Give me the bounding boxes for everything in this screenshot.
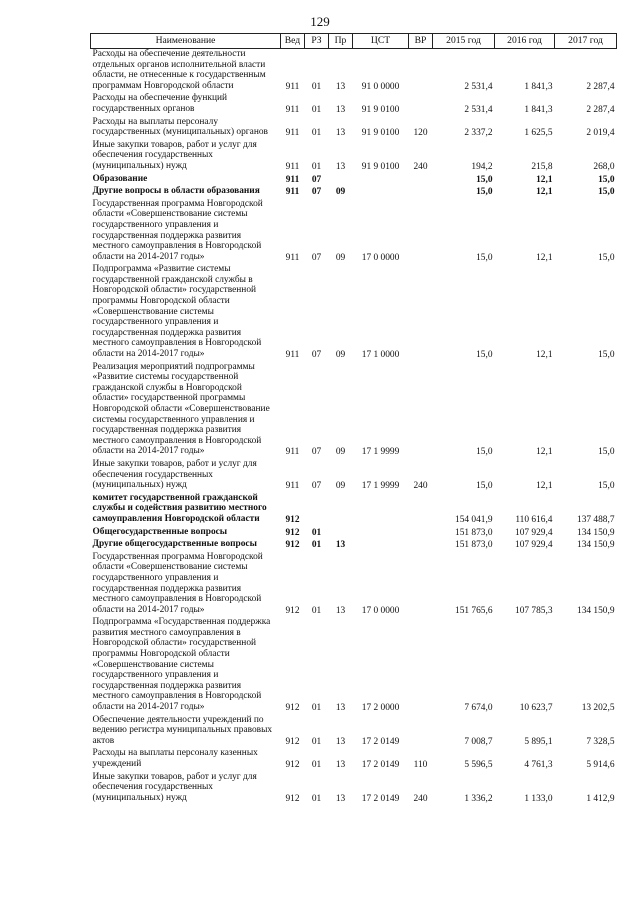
cell-vr: [409, 617, 433, 714]
cell-y2015: 15,0: [476, 350, 493, 361]
cell-y2015: 151 873,0: [455, 527, 493, 538]
cell-name: Обеспечение деятельности учреждений по ведению регистра муниципальных правовых актов: [92, 714, 273, 746]
cell-name: Расходы на обеспечение функций государственных органов: [92, 93, 227, 114]
cell-name: Иные закупки товаров, работ и услуг для обеспечения государственных (муниципальных) нужд: [92, 139, 257, 171]
cell-name: Расходы на выплаты персоналу казенных учреждений: [92, 748, 258, 769]
cell-cst: [353, 186, 409, 199]
cell-y2017: 268,0: [593, 161, 615, 172]
cell-vr: [409, 539, 433, 552]
cell-rz: 01: [311, 128, 322, 139]
cell-name: комитет государственной гражданской службы и содействия развитию местного самоуправления Новгородской области: [92, 492, 267, 524]
cell-rz: 01: [311, 81, 322, 92]
cell-y2017: 7 328,5: [586, 736, 615, 747]
cell-pr: 13: [335, 81, 346, 92]
cell-y2016: 12,1: [536, 447, 553, 458]
cell-y2017: 15,0: [598, 447, 615, 458]
cell-y2017: 2 287,4: [586, 104, 615, 115]
cell-vr: [409, 264, 433, 361]
cell-ved: 911: [285, 350, 300, 361]
cell-y2015: 15,0: [476, 252, 493, 263]
cell-y2017: 15,0: [598, 252, 615, 263]
cell-name: Иные закупки товаров, работ и услуг для обеспечения государственных (муниципальных) нужд: [92, 771, 257, 803]
cell-vr: 240: [413, 793, 428, 804]
cell-rz: 07: [311, 350, 322, 361]
cell-y2017: 15,0: [598, 187, 615, 198]
table-row: [91, 140, 617, 174]
cell-pr: [329, 174, 353, 187]
cell-name: Образование: [92, 173, 148, 184]
cell-y2016: 4 761,3: [524, 760, 553, 770]
cell-y2016: 12,1: [536, 174, 553, 185]
cell-pr: [329, 493, 353, 527]
cell-name: Общегосударственные вопросы: [92, 526, 228, 537]
cell-ved: 911: [285, 81, 300, 92]
table-row: [91, 459, 617, 493]
cell-y2015: 2 337,2: [464, 128, 493, 139]
cell-vr: [409, 199, 433, 265]
cell-cst: [353, 174, 409, 187]
table-row: [91, 174, 617, 187]
cell-cst: [353, 539, 409, 552]
cell-cst: 17 0 0000: [361, 252, 400, 263]
cell-rz: 01: [311, 161, 322, 172]
cell-rz: 01: [311, 104, 322, 115]
cell-ved: 912: [285, 527, 300, 538]
table-body: [91, 49, 617, 806]
cell-vr: 120: [413, 128, 428, 139]
table-row: [91, 186, 617, 199]
cell-cst: 91 0 0000: [361, 81, 400, 92]
table-row: [91, 772, 617, 806]
header-vr: ВР: [409, 34, 433, 49]
cell-y2017: 13 202,5: [581, 703, 615, 714]
cell-vr: [409, 93, 433, 116]
cell-y2017: 137 488,7: [577, 514, 615, 525]
cell-pr: 13: [335, 760, 346, 770]
cell-pr: 09: [335, 252, 346, 263]
cell-y2017: 134 150,9: [577, 527, 615, 538]
cell-vr: [409, 362, 433, 459]
cell-pr: 09: [335, 187, 346, 198]
table-row: [91, 93, 617, 116]
cell-y2016: 1 841,3: [524, 104, 553, 115]
cell-rz: 01: [311, 540, 322, 551]
cell-name: Другие вопросы в области образования: [92, 186, 260, 197]
cell-y2015: 7 674,0: [464, 703, 493, 714]
table-row: [91, 264, 617, 361]
page-number: 129: [310, 14, 330, 29]
cell-y2015: 2 531,4: [464, 104, 493, 115]
cell-cst: 17 2 0149: [361, 793, 400, 804]
cell-pr: 13: [335, 104, 346, 115]
cell-cst: 17 2 0149: [361, 736, 400, 747]
cell-rz: 01: [311, 760, 322, 770]
cell-y2016: 12,1: [536, 187, 553, 198]
cell-rz: 01: [311, 527, 322, 538]
cell-ved: 911: [285, 187, 300, 198]
cell-rz: 01: [311, 605, 322, 616]
cell-name: Государственная программа Новгородской области «Совершенствование системы государственного управления и государственная поддержка развития местного самоуправления в Новгородской области на 2014-2017 годы»: [92, 551, 263, 615]
cell-ved: 911: [285, 161, 300, 172]
header-2016: 2016 год: [495, 34, 555, 49]
cell-name: Государственная программа Новгородской области «Совершенствование системы государственного управления и государственная поддержка развития местного самоуправления в Новгородской области на 2014-2017 годы»: [92, 198, 263, 262]
cell-y2015: 15,0: [476, 447, 493, 458]
cell-y2017: 5 914,6: [586, 760, 615, 770]
cell-vr: [409, 552, 433, 618]
cell-rz: 01: [311, 793, 322, 804]
table-header: [91, 34, 617, 49]
cell-ved: 911: [285, 104, 300, 115]
cell-cst: 17 2 0149: [361, 760, 400, 770]
cell-cst: 91 9 0100: [361, 128, 400, 139]
cell-pr: 13: [335, 540, 346, 551]
cell-y2016: 5 895,1: [524, 736, 553, 747]
cell-pr: 09: [335, 350, 346, 361]
cell-cst: 91 9 0100: [361, 104, 400, 115]
cell-y2015: 15,0: [476, 174, 493, 185]
budget-table: [90, 33, 617, 805]
cell-pr: 13: [335, 736, 346, 747]
cell-pr: 09: [335, 447, 346, 458]
cell-pr: 13: [335, 128, 346, 139]
table-row: [91, 362, 617, 459]
cell-y2015: 5 596,5: [464, 760, 493, 770]
cell-ved: 911: [285, 481, 300, 492]
cell-rz: 07: [311, 447, 322, 458]
cell-name: Реализация мероприятий подпрограммы «Развитие системы государственной гражданской службы в Новгородской области» государственной программы Новгородской области «Совершенствование системы государственного управления и государственная поддержка развития местного самоуправления в Новгородской области на 2014-2017 годы»: [92, 361, 270, 457]
cell-y2017: 134 150,9: [577, 605, 615, 616]
cell-y2015: 151 873,0: [455, 540, 493, 551]
cell-y2016: 12,1: [536, 252, 553, 263]
cell-rz: 07: [311, 481, 322, 492]
cell-rz: [305, 493, 329, 527]
cell-y2016: 110 616,4: [515, 514, 553, 525]
cell-pr: [329, 527, 353, 540]
cell-vr: [409, 493, 433, 527]
cell-ved: 912: [285, 605, 300, 616]
cell-name: Иные закупки товаров, работ и услуг для обеспечения государственных (муниципальных) нужд: [92, 458, 257, 491]
cell-y2016: 12,1: [536, 481, 553, 492]
table-row: [91, 117, 617, 140]
table-row: [91, 199, 617, 265]
cell-cst: [353, 527, 409, 540]
cell-y2015: 15,0: [476, 187, 493, 198]
table-row: [91, 527, 617, 540]
table-row: [91, 493, 617, 527]
cell-cst: 17 1 0000: [361, 350, 400, 361]
cell-ved: 912: [285, 793, 300, 804]
cell-rz: 07: [311, 187, 322, 198]
cell-name: Другие общегосударственные вопросы: [92, 539, 257, 550]
cell-y2016: 1 133,0: [524, 793, 553, 804]
cell-y2015: 194,2: [471, 161, 493, 172]
cell-cst: 17 1 9999: [361, 481, 400, 492]
cell-ved: 911: [285, 447, 300, 458]
cell-y2015: 151 765,6: [455, 605, 493, 616]
header-pr: Пр: [329, 34, 353, 49]
cell-y2017: 2 287,4: [586, 81, 615, 92]
cell-y2016: 1 841,3: [524, 81, 553, 92]
cell-y2015: 1 336,2: [464, 793, 493, 804]
cell-y2017: 2 019,4: [586, 128, 615, 139]
header-rz: РЗ: [305, 34, 329, 49]
cell-rz: 07: [311, 252, 322, 263]
cell-name: Подпрограмма «Развитие системы государственной гражданской службы в Новгородской области» государственной программы Новгородской области «Совершенствование системы государственного управления и государственная поддержка развития местного самоуправления в Новгородской области на 2014-2017 годы»: [92, 264, 262, 360]
cell-y2016: 1 625,5: [524, 128, 553, 139]
cell-rz: 01: [311, 703, 322, 714]
cell-name: Подпрограмма «Государственная поддержка развития местного самоуправления в Новгородской области» государственной программы Новгородской области «Совершенствование системы государственного управления и государственная поддержка развития местного самоуправления в Новгородской области на 2014-2017 годы»: [92, 617, 271, 713]
header-ved: Вед: [281, 34, 305, 49]
table-row: [91, 748, 617, 771]
cell-y2017: 134 150,9: [577, 540, 615, 551]
table-row: [91, 715, 617, 749]
cell-y2015: 154 041,9: [455, 514, 493, 525]
cell-name: Расходы на обеспечение деятельности отдельных органов исполнительной власти области, не отнесенные к государственным программам Новгородской области: [92, 49, 266, 91]
header-name: Наименование: [91, 34, 281, 49]
cell-ved: 912: [285, 760, 300, 770]
cell-pr: 13: [335, 605, 346, 616]
cell-cst: 91 9 0100: [361, 161, 400, 172]
cell-cst: 17 0 0000: [361, 605, 400, 616]
cell-ved: 912: [285, 514, 300, 525]
table-row: [91, 539, 617, 552]
cell-y2016: 215,8: [531, 161, 553, 172]
cell-ved: 911: [285, 128, 300, 139]
cell-y2016: 107 929,4: [515, 527, 553, 538]
table-row: [91, 552, 617, 618]
cell-y2016: 107 785,3: [515, 605, 553, 616]
cell-y2017: 1 412,9: [586, 793, 615, 804]
cell-vr: 240: [413, 161, 428, 172]
cell-pr: 13: [335, 703, 346, 714]
cell-ved: 911: [285, 174, 300, 185]
cell-ved: 912: [285, 540, 300, 551]
cell-y2015: 7 008,7: [464, 736, 493, 747]
cell-y2016: 107 929,4: [515, 540, 553, 551]
cell-ved: 912: [285, 736, 300, 747]
cell-y2017: 15,0: [598, 350, 615, 361]
cell-vr: [409, 49, 433, 94]
cell-rz: 07: [311, 174, 322, 185]
cell-rz: 01: [311, 736, 322, 747]
cell-y2017: 15,0: [598, 481, 615, 492]
cell-ved: 911: [285, 252, 300, 263]
cell-cst: 17 1 9999: [361, 447, 400, 458]
table-row: [91, 617, 617, 714]
cell-name: Расходы на выплаты персоналу государственных (муниципальных) органов: [92, 116, 268, 138]
cell-y2016: 10 623,7: [519, 703, 553, 714]
cell-pr: 13: [335, 793, 346, 804]
cell-pr: 09: [335, 481, 346, 492]
cell-y2015: 15,0: [476, 481, 493, 492]
cell-vr: 110: [413, 760, 428, 770]
cell-vr: [409, 186, 433, 199]
header-cst: ЦСТ: [353, 34, 409, 49]
cell-cst: [353, 493, 409, 527]
cell-cst: 17 2 0000: [361, 703, 400, 714]
header-2017: 2017 год: [555, 34, 617, 49]
cell-vr: 240: [413, 481, 428, 492]
header-2015: 2015 год: [433, 34, 495, 49]
table-row: [91, 49, 617, 94]
cell-y2016: 12,1: [536, 350, 553, 361]
cell-y2015: 2 531,4: [464, 81, 493, 92]
cell-pr: 13: [335, 161, 346, 172]
cell-vr: [409, 715, 433, 749]
cell-vr: [409, 174, 433, 187]
cell-vr: [409, 527, 433, 540]
cell-y2017: 15,0: [598, 174, 615, 185]
cell-ved: 912: [285, 703, 300, 714]
